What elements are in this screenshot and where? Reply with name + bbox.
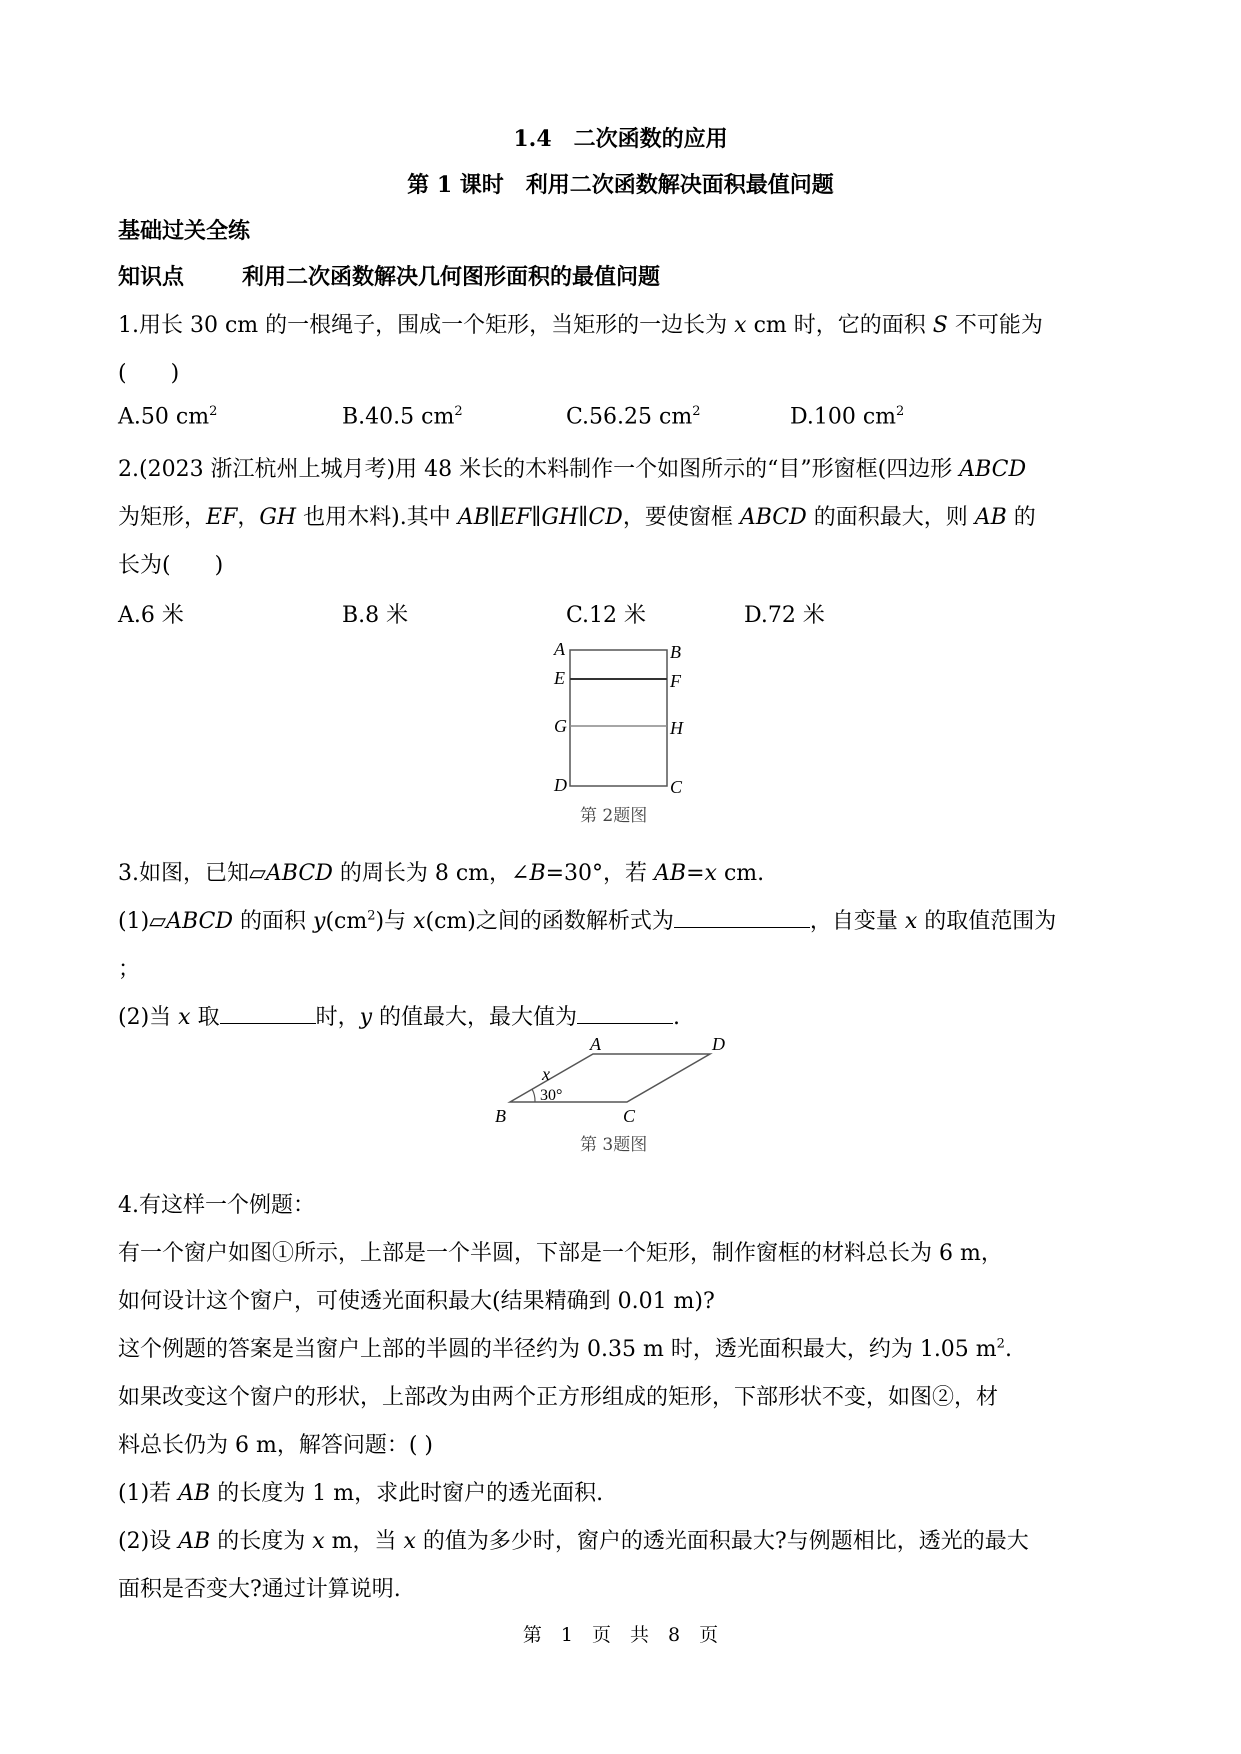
q4-part1 [118, 1476, 603, 1507]
q3-label-b: B [495, 1106, 506, 1126]
q3-text-c: =30°，若 [545, 861, 655, 886]
q3-p2-text-c: 时， [315, 1005, 360, 1030]
q3-p2-text-a: (2)当 [118, 1005, 179, 1030]
q3-text-b: 的周长为 8 cm，∠ [332, 861, 530, 886]
q3-var-x: x [704, 861, 717, 886]
q3-p1-num: (1) [118, 909, 150, 934]
q4-line4-sup: 2 [996, 1336, 1005, 1352]
q4-p2-var-x: x [312, 1529, 325, 1554]
q1-option-c-text: C.56.25 cm [566, 404, 693, 430]
q1-option-c[interactable] [566, 404, 700, 429]
q2-label-g: G [554, 716, 567, 736]
q3-p2-var-x: x [178, 1005, 191, 1030]
q3-label-c: C [623, 1106, 636, 1126]
page-footer: 第 1 页 共 8 页 [522, 1624, 719, 1646]
q2-text-a: 2.(2023 浙江杭州上城月考)用 48 米长的木料制作一个如图所示的“目”形窗框(四边形 [118, 457, 960, 482]
q1-text-b: cm 时，它的面积 [746, 313, 933, 338]
page-title: 1.4 二次函数的应用 [513, 126, 728, 152]
q2-label-f: F [670, 671, 681, 691]
q1-option-b[interactable] [342, 404, 463, 429]
q2-text-b: 为矩形， [118, 505, 207, 530]
q3-label-angle: 30° [540, 1087, 563, 1104]
q3-label-a: A [590, 1034, 601, 1054]
q2-text-d: ，要使窗框 [622, 505, 740, 530]
q3-semicolon: ； [118, 957, 141, 982]
q2-text-e: 的面积最大，则 [806, 505, 975, 530]
q1-var-s: S [932, 313, 948, 338]
q4-p1-var-ab: AB [178, 1481, 211, 1506]
q3-p1-sup: 2 [367, 908, 376, 924]
q1-option-b-text: B.40.5 cm [342, 404, 455, 430]
q4-p2-text-a: (2)设 [118, 1529, 179, 1554]
q2-option-d[interactable]: D.72 米 [744, 603, 825, 628]
q3-p2-blank-max[interactable] [577, 1003, 673, 1024]
q4-line4-end: . [1004, 1337, 1012, 1362]
q2-var-gh: GH [259, 505, 297, 530]
q1-answer-paren: ( ) [118, 361, 180, 386]
page-subtitle: 第 1 课时 利用二次函数解决面积最值问题 [407, 172, 834, 198]
q3-part1 [118, 904, 1056, 935]
topic-text: 利用二次函数解决几何图形面积的最值问题 [242, 264, 661, 290]
q2-var-abcd-2: ABCD [739, 505, 807, 530]
q2-comma: ， [237, 505, 260, 530]
q2-label-c: C [670, 777, 683, 797]
q3-text-d: cm. [716, 861, 765, 886]
q2-label-d: D [554, 775, 567, 795]
q3-part2 [118, 1000, 680, 1031]
q4-line5: 如果改变这个窗户的形状，上部改为由两个正方形组成的矩形，下部形状不变，如图②，材 [118, 1385, 999, 1410]
q3-p1-text-d: )与 [375, 909, 414, 934]
q1-option-a-text: A.50 cm [118, 404, 210, 430]
q2-var-abcd: ABCD [959, 457, 1027, 482]
q2-parallel: AB∥EF∥GH∥CD [457, 505, 623, 530]
q2-figure-caption: 第 2题图 [580, 806, 648, 826]
q4-p2-text-d: 的值为多少时，窗户的透光面积最大?与例题相比，透光的最大 [415, 1529, 1029, 1554]
q3-eq: = [686, 861, 705, 886]
q2-text-c: 也用木料).其中 [296, 505, 458, 530]
q3-figure [490, 1032, 760, 1162]
q2-option-c[interactable]: C.12 米 [566, 603, 647, 628]
q1-option-b-sup: 2 [454, 404, 463, 419]
q1-option-a[interactable] [118, 404, 217, 429]
q2-option-a[interactable]: A.6 米 [118, 603, 184, 628]
q1-stem [118, 308, 1043, 339]
q3-p1-abcd: ▱ABCD [149, 909, 234, 934]
q3-text-a: 3.如图，已知 [118, 861, 249, 886]
q3-p1-text-c: (cm [325, 909, 368, 934]
q2-figure [540, 638, 700, 838]
q1-var-x: x [734, 313, 747, 338]
q4-part2 [118, 1524, 1029, 1555]
q4-p2-var-x2: x [403, 1529, 416, 1554]
q4-line3: 如何设计这个窗户，可使透光面积最大(结果精确到 0.01 m)? [118, 1289, 715, 1314]
q1-option-d-text: D.100 cm [790, 404, 897, 430]
q3-p1-var-x2: x [904, 909, 918, 934]
q3-stem [118, 856, 764, 887]
q3-label-d: D [712, 1034, 725, 1054]
q3-p2-text-b: 取 [190, 1005, 220, 1030]
q1-option-a-sup: 2 [209, 404, 218, 419]
q3-p1-text-b: 的面积 [233, 909, 314, 934]
q3-p2-text-d: 的值最大，最大值为 [372, 1005, 578, 1030]
q2-text-f: 的 [1006, 505, 1036, 530]
section-heading: 基础过关全练 [118, 218, 251, 244]
q3-var-b: B [529, 861, 546, 886]
q3-p2-var-y: y [359, 1005, 373, 1030]
q4-line4-text: 这个例题的答案是当窗户上部的半圆的半径约为 0.35 m 时，透光面积最大，约为 1.05 m [118, 1337, 997, 1362]
q3-p2-text-e: . [673, 1005, 681, 1030]
q4-line2: 有一个窗户如图①所示，上部是一个半圆，下部是一个矩形，制作窗框的材料总长为 6 m， [118, 1241, 1003, 1266]
q3-p1-text-e: (cm)之间的函数解析式为 [425, 909, 674, 934]
q1-option-d-sup: 2 [896, 404, 905, 419]
q4-line4 [118, 1332, 1012, 1363]
q2-stem-line2 [118, 500, 1036, 531]
q3-angle-arc [532, 1089, 535, 1102]
q1-text-c: 不可能为 [947, 313, 1043, 338]
q2-stem-line3: 长为( ) [118, 553, 224, 578]
q2-option-b[interactable]: B.8 米 [342, 603, 409, 628]
q3-p1-text-g: 的取值范围为 [917, 909, 1057, 934]
q3-var-abcd: ▱ABCD [249, 861, 333, 886]
q4-p2-text-b: 的长度为 [210, 1529, 313, 1554]
q2-var-ab: AB [974, 505, 1007, 530]
q1-option-c-sup: 2 [692, 404, 701, 419]
q3-p1-var-y: y [313, 909, 326, 934]
q4-line6: 料总长仍为 6 m，解答问题：( ) [118, 1433, 434, 1458]
q3-var-ab: AB [654, 861, 687, 886]
q1-text-a: 1.用长 30 cm 的一根绳子，围成一个矩形，当矩形的一边长为 [118, 313, 735, 338]
q2-figure-rect [570, 650, 667, 786]
q2-label-h: H [670, 718, 683, 738]
q4-line1: 4.有这样一个例题： [118, 1193, 315, 1218]
q4-line9: 面积是否变大?通过计算说明. [118, 1577, 401, 1602]
q4-p1-text-b: 的长度为 1 m，求此时窗户的透光面积. [210, 1481, 604, 1506]
q2-label-b: B [670, 642, 681, 662]
q4-p2-var-ab: AB [178, 1529, 211, 1554]
q3-figure-caption: 第 3题图 [580, 1135, 648, 1155]
topic-line [118, 260, 660, 291]
q2-var-ef: EF [206, 505, 238, 530]
q3-p1-text-f: ，自变量 [809, 909, 905, 934]
q2-stem-line1 [118, 452, 1026, 483]
topic-label: 知识点 [118, 264, 185, 290]
q4-p2-text-c: m，当 [324, 1529, 404, 1554]
q4-p1-text-a: (1)若 [118, 1481, 179, 1506]
q1-option-d[interactable] [790, 404, 904, 429]
q2-label-a: A [554, 639, 565, 659]
q2-label-e: E [554, 668, 565, 688]
q3-p1-var-x: x [413, 909, 426, 934]
q3-p2-blank-x[interactable] [220, 1003, 316, 1024]
q3-label-x: x [542, 1064, 550, 1084]
q3-p1-blank-formula[interactable] [674, 907, 810, 928]
